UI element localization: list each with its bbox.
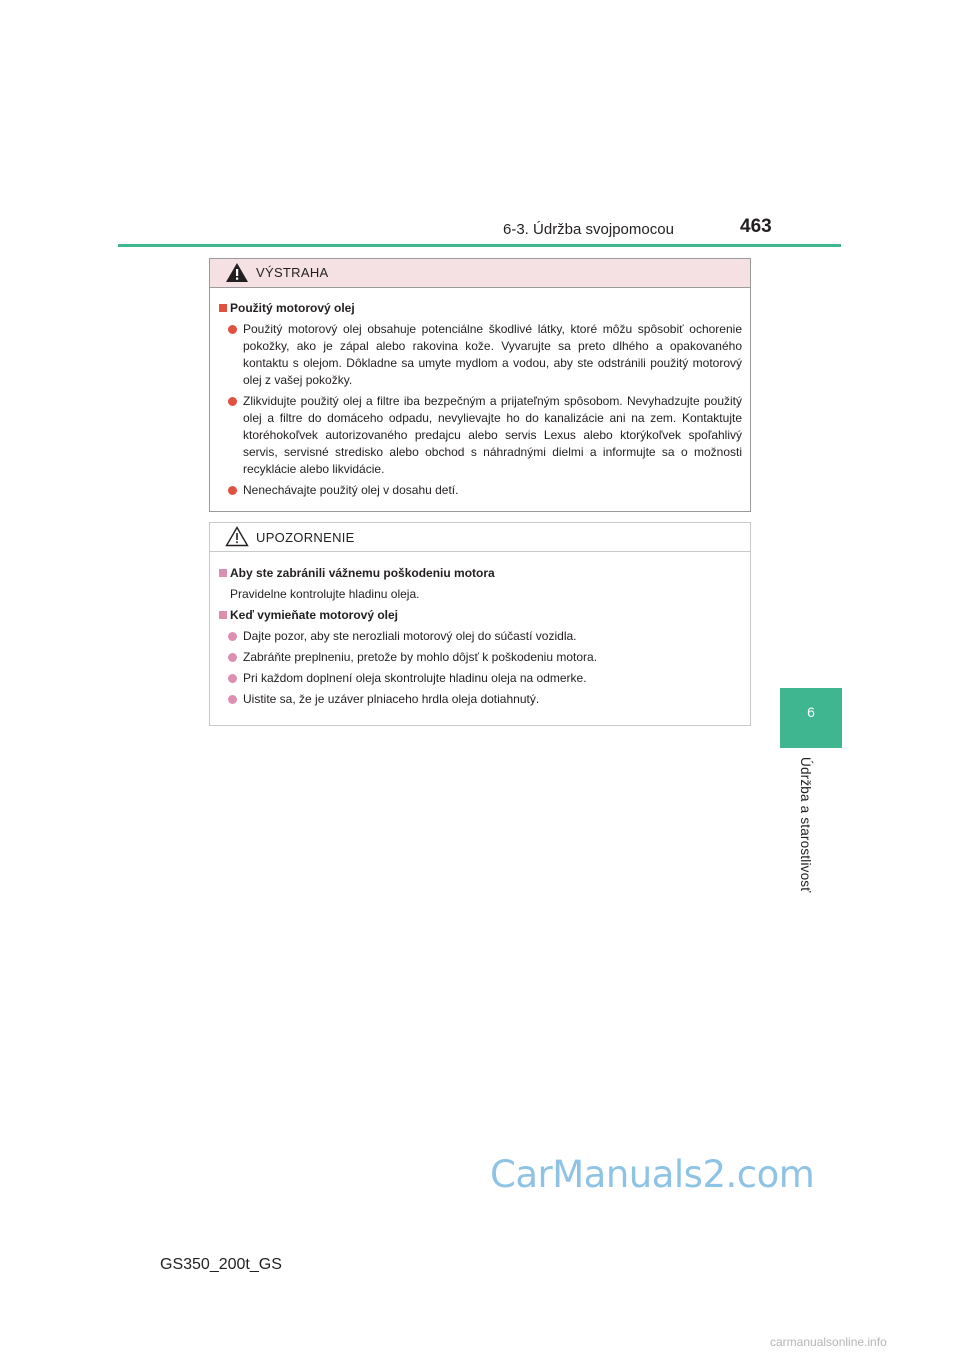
caution-heading: [219, 607, 742, 624]
list-item-text: Nenechávajte použitý olej v dosahu detí.: [243, 483, 459, 497]
warning-triangle-icon: [225, 262, 249, 283]
caution-heading-text: Keď vymieňate motorový olej: [230, 608, 399, 622]
caution-box: [209, 522, 751, 726]
list-item-text: Použitý motorový olej obsahuje potenciálne škodlivé látky, ktoré môžu spôsobiť ochorenie pokožky, ako je zápal alebo rakovina kože. Vyvarujte sa preto dlhého a opakovaného kontaktu s olejom. Dôkladne sa umyte mydlom a vodou, aby ste odstránili použitý motorový olej z vašej pokožky.: [243, 322, 742, 387]
chapter-title: Údržba a starostlivosť: [798, 757, 813, 893]
chapter-tab: [780, 688, 842, 748]
warning-header: [210, 259, 750, 288]
bullet-icon: [228, 695, 237, 704]
list-item-text: Zlikvidujte použitý olej a filtre iba bezpečným a prijateľným spôsobom. Nevyhadzujte použitý olej a filtre do domáceho odpadu, nevylievajte ho do kanalizácie ani na zem. Kontaktujte ktoréhokoľvek autorizovaného predajcu alebo servis Lexus alebo ktorýkoľvek spoľahlivý servis, servisné stredisko alebo obchod s náhradnými dielmi a informujte sa o možnosti recyklácie alebo likvidácie.: [243, 394, 742, 476]
watermark-logo: CarManuals2.com: [490, 1153, 815, 1196]
list-item-text: Pri každom doplnení oleja skontrolujte hladinu oleja na odmerke.: [243, 671, 587, 685]
list-item-text: Zabráňte preplneniu, pretože by mohlo dôjsť k poškodeniu motora.: [243, 650, 598, 664]
caution-header: [210, 523, 750, 552]
caution-title: UPOZORNENIE: [256, 530, 355, 545]
list-item: [219, 482, 742, 499]
warning-box: [209, 258, 751, 512]
bullet-icon: [228, 325, 237, 334]
square-bullet-icon: [219, 611, 227, 619]
list-item: [219, 649, 742, 666]
caution-text: Pravidelne kontrolujte hladinu oleja.: [230, 587, 420, 601]
caution-heading-text: Aby ste zabránili vážnemu poškodeniu motora: [230, 566, 495, 580]
list-item-text: Uistite sa, že je uzáver plniaceho hrdla oleja dotiahnutý.: [243, 692, 540, 706]
bullet-icon: [228, 632, 237, 641]
bullet-icon: [228, 397, 237, 406]
bullet-icon: [228, 653, 237, 662]
model-code: GS350_200t_GS: [160, 1256, 282, 1273]
footer-link[interactable]: carmanualsonline.info: [770, 1335, 887, 1349]
section-title: 6-3. Údržba svojpomocou: [503, 221, 674, 238]
square-bullet-icon: [219, 304, 227, 312]
list-item: [219, 321, 742, 389]
caution-triangle-icon: [225, 526, 249, 547]
chapter-number: 6: [807, 704, 815, 720]
list-item: [219, 670, 742, 687]
header-divider: [118, 244, 841, 247]
list-item: [219, 393, 742, 478]
bullet-icon: [228, 674, 237, 683]
caution-heading: [219, 565, 742, 582]
warning-title: VÝSTRAHA: [256, 265, 329, 280]
list-item: [219, 691, 742, 708]
warning-heading-text: Použitý motorový olej: [230, 301, 355, 315]
square-bullet-icon: [219, 569, 227, 577]
warning-heading: [219, 300, 742, 317]
bullet-icon: [228, 486, 237, 495]
page-number: 463: [740, 216, 772, 237]
list-item-text: Dajte pozor, aby ste nerozliali motorový olej do súčastí vozidla.: [243, 629, 577, 643]
list-item: [219, 628, 742, 645]
